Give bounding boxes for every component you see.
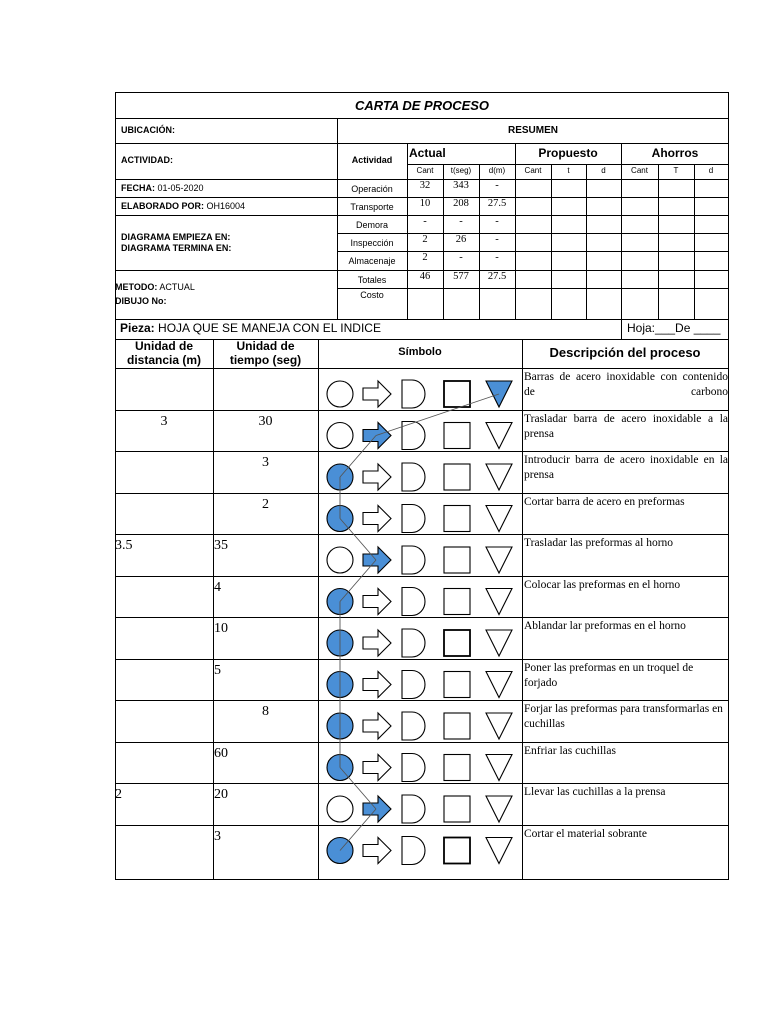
summary-title: RESUMEN xyxy=(507,125,558,136)
step-time: 35 xyxy=(214,538,228,553)
inspection-square-icon xyxy=(444,381,470,407)
storage-triangle-icon xyxy=(486,713,512,739)
summary-cell-cant: 2 xyxy=(422,252,428,263)
inspection-square-icon xyxy=(444,547,470,573)
delay-d-icon xyxy=(402,795,425,823)
summary-cell-d: - xyxy=(495,252,499,263)
delay-d-icon xyxy=(402,463,425,491)
summary-cell-t: 208 xyxy=(453,198,469,209)
summary-cell-d: - xyxy=(495,216,499,227)
step-time: 5 xyxy=(214,663,221,678)
summary-cell-t: - xyxy=(459,252,463,263)
col-tiempo-line1: Unidad de xyxy=(236,339,295,353)
metodo-value: ACTUAL xyxy=(159,282,195,292)
col-distancia-line2: distancia (m) xyxy=(126,353,201,367)
inspection-square-icon xyxy=(444,796,470,822)
step-distance: 3.5 xyxy=(115,538,133,553)
page-title: CARTA DE PROCESO xyxy=(354,98,490,113)
operation-circle-icon xyxy=(327,547,353,573)
diagrama-empieza-label: DIAGRAMA EMPIEZA EN: xyxy=(121,232,231,242)
summary-subcol-1-0: Cant xyxy=(524,166,542,175)
summary-subcol-2-1: T xyxy=(673,166,679,175)
dibujo-label: DIBUJO No: xyxy=(115,296,167,306)
operation-circle-icon xyxy=(327,423,353,449)
col-descripcion: Descripción del proceso xyxy=(549,345,701,360)
transport-arrow-icon xyxy=(363,713,391,739)
transport-arrow-icon xyxy=(363,838,391,864)
summary-cell-t: - xyxy=(459,216,463,227)
summary-cell-t: 26 xyxy=(455,234,467,245)
transport-arrow-icon xyxy=(363,506,391,532)
storage-triangle-icon xyxy=(486,506,512,532)
storage-triangle-icon xyxy=(486,589,512,615)
step-time: 30 xyxy=(258,414,273,429)
inspection-square-icon xyxy=(444,755,470,781)
summary-subcol-2-0: Cant xyxy=(631,166,648,175)
delay-d-icon xyxy=(402,546,425,574)
inspection-square-icon xyxy=(444,589,470,615)
delay-d-icon xyxy=(402,588,425,616)
summary-subcol-0-2: d(m) xyxy=(488,166,506,175)
storage-triangle-icon xyxy=(486,630,512,656)
summary-cell-d: - xyxy=(495,180,499,191)
ubicacion-label: UBICACIÓN: xyxy=(121,125,175,135)
elaborado-value: OH16004 xyxy=(206,201,246,211)
summary-cell-cant: 2 xyxy=(422,234,428,245)
group-actual: Actual xyxy=(409,146,446,160)
summary-row-label: Almacenaje xyxy=(348,256,396,266)
inspection-square-icon xyxy=(444,506,470,532)
summary-row-label: Operación xyxy=(351,184,393,194)
operation-circle-icon xyxy=(327,381,353,407)
summary-cell-cant: 10 xyxy=(419,198,431,209)
step-description: Cortar el material sobrante xyxy=(524,828,647,840)
step-description: Enfriar las cuchillas xyxy=(524,745,616,757)
step-distance: 3 xyxy=(160,414,168,429)
delay-d-icon xyxy=(402,629,425,657)
flow-connector-line xyxy=(376,394,499,436)
transport-arrow-icon xyxy=(363,464,391,490)
metodo-label: METODO: xyxy=(115,282,158,292)
delay-d-icon xyxy=(402,712,425,740)
fecha-value: 01-05-2020 xyxy=(157,183,204,193)
step-description: Introducir barra de acero inoxidable en la prensa xyxy=(524,454,728,481)
transport-arrow-icon xyxy=(363,547,391,573)
summary-cell-t: 343 xyxy=(453,180,469,191)
summary-cell-d: 27.5 xyxy=(487,271,507,282)
storage-triangle-icon xyxy=(486,755,512,781)
actividad-label: ACTIVIDAD: xyxy=(121,155,173,165)
summary-row-label: Inspección xyxy=(350,238,394,248)
step-description: Trasladar las preformas al horno xyxy=(524,537,674,549)
summary-row-label: Demora xyxy=(355,220,388,230)
transport-arrow-icon xyxy=(363,672,391,698)
summary-row-label: Transporte xyxy=(350,202,394,212)
elaborado-label: ELABORADO POR: xyxy=(121,201,204,211)
step-time: 10 xyxy=(214,621,228,636)
summary-cell-cant: 32 xyxy=(419,180,431,191)
pieza-label: Pieza: xyxy=(120,321,155,335)
summary-subcol-0-1: t(seg) xyxy=(450,166,472,175)
hoja-field: Hoja:___De ____ xyxy=(627,321,721,335)
diagrama-termina-label: DIAGRAMA TERMINA EN: xyxy=(121,243,232,253)
transport-arrow-icon xyxy=(363,381,391,407)
storage-triangle-icon xyxy=(486,547,512,573)
group-propuesto: Propuesto xyxy=(538,146,598,160)
inspection-square-icon xyxy=(444,838,470,864)
transport-arrow-icon xyxy=(363,755,391,781)
pieza-value: HOJA QUE SE MANEJA CON EL INDICE xyxy=(158,321,381,335)
transport-arrow-icon xyxy=(363,796,391,822)
inspection-square-icon xyxy=(444,464,470,490)
delay-d-icon xyxy=(402,837,425,865)
step-time: 3 xyxy=(262,455,269,470)
inspection-square-icon xyxy=(444,423,470,449)
summary-cell-cant: 46 xyxy=(419,271,431,282)
delay-d-icon xyxy=(402,380,425,408)
summary-cell-d: 27.5 xyxy=(487,198,507,209)
step-description: Ablandar lar preformas en el horno xyxy=(524,620,686,632)
step-description: Forjar las preformas para transformarlas en cuchillas xyxy=(524,703,723,730)
step-description: Barras de acero inoxidable con contenido de carbono xyxy=(524,371,728,398)
step-description: Colocar las preformas en el horno xyxy=(524,579,681,591)
step-time: 8 xyxy=(262,704,269,719)
summary-cell-cant: - xyxy=(423,216,427,227)
storage-triangle-icon xyxy=(486,796,512,822)
col-simbolo: Símbolo xyxy=(398,346,442,358)
step-time: 20 xyxy=(214,787,228,802)
step-description: Llevar las cuchillas a la prensa xyxy=(524,786,666,798)
summary-cell-t: 577 xyxy=(453,271,469,282)
inspection-square-icon xyxy=(444,630,470,656)
step-distance: 2 xyxy=(115,787,122,802)
summary-activity-col: Actividad xyxy=(351,155,393,165)
step-time: 4 xyxy=(214,580,221,595)
storage-triangle-icon xyxy=(486,464,512,490)
step-time: 60 xyxy=(214,746,228,761)
inspection-square-icon xyxy=(444,672,470,698)
summary-row-label: Totales xyxy=(357,275,387,285)
col-distancia-line1: Unidad de xyxy=(134,339,193,353)
summary-subcol-1-2: d xyxy=(601,166,606,175)
transport-arrow-icon xyxy=(363,630,391,656)
step-description: Trasladar barra de acero inoxidable a la prensa xyxy=(524,413,728,440)
summary-cell-d: - xyxy=(495,234,499,245)
delay-d-icon xyxy=(402,671,425,699)
col-tiempo-line2: tiempo (seg) xyxy=(229,353,302,367)
storage-triangle-icon xyxy=(486,423,512,449)
storage-triangle-icon xyxy=(486,672,512,698)
delay-d-icon xyxy=(402,505,425,533)
summary-subcol-2-2: d xyxy=(708,166,714,175)
group-ahorros: Ahorros xyxy=(651,146,699,160)
delay-d-icon xyxy=(402,754,425,782)
step-time: 2 xyxy=(262,497,269,512)
operation-circle-icon xyxy=(327,796,353,822)
transport-arrow-icon xyxy=(363,589,391,615)
inspection-square-icon xyxy=(444,713,470,739)
summary-subcol-1-1: t xyxy=(567,166,570,175)
summary-row-label: Costo xyxy=(360,290,384,300)
fecha-label: FECHA: xyxy=(121,183,155,193)
step-description: Poner las preformas en un troquel de forjado xyxy=(524,662,694,689)
storage-triangle-icon xyxy=(486,838,512,864)
step-description: Cortar barra de acero en preformas xyxy=(524,496,685,508)
summary-subcol-0-0: Cant xyxy=(416,166,434,175)
step-time: 3 xyxy=(214,829,221,844)
